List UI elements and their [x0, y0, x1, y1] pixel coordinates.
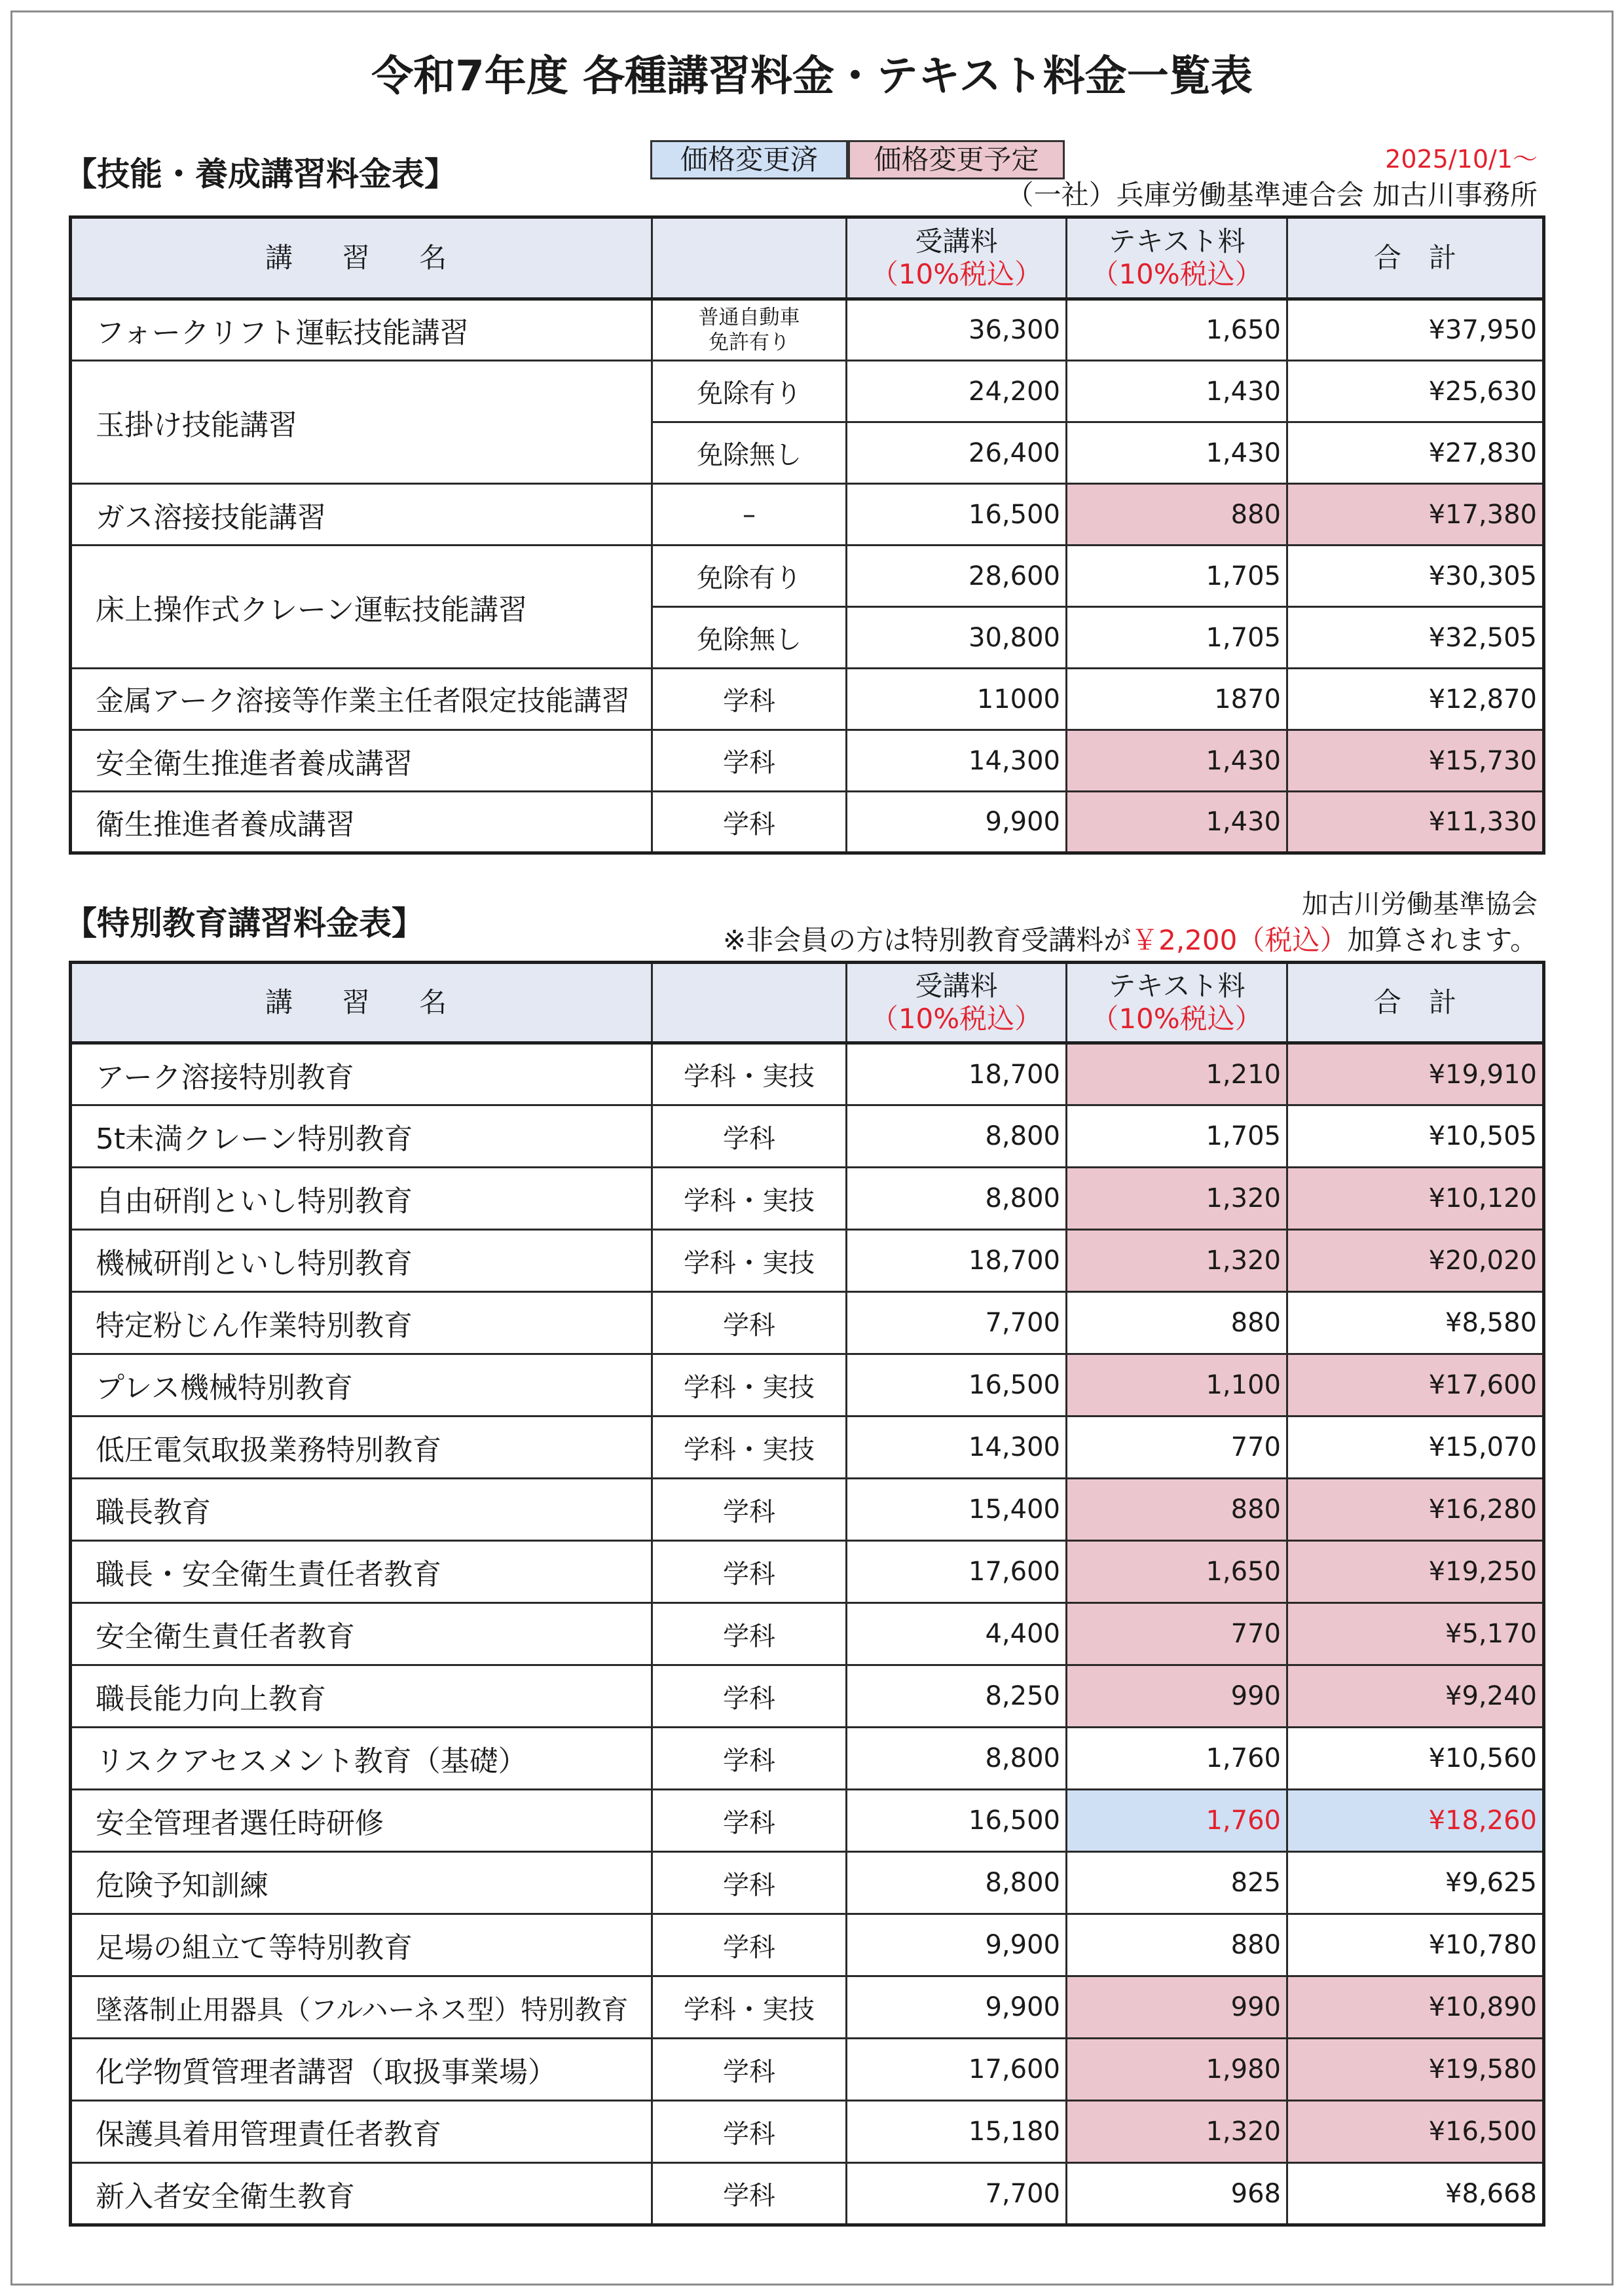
text-fee-cell: 770: [1067, 1416, 1287, 1479]
total-cell: ¥9,240: [1287, 1665, 1544, 1728]
header-category: [652, 217, 847, 299]
total-cell: ¥8,580: [1287, 1292, 1544, 1354]
total-cell: ¥9,625: [1287, 1852, 1544, 1914]
category-cell: 学科・実技: [652, 1043, 847, 1105]
total-cell: ¥19,580: [1287, 2039, 1544, 2101]
fee-cell: 36,300: [847, 299, 1067, 361]
category-cell: 普通自動車 免許有り: [652, 299, 847, 361]
header-course-name: [71, 963, 652, 1043]
total-cell: ¥12,870: [1287, 669, 1544, 730]
fee-cell: 9,900: [847, 1976, 1067, 2039]
fee-cell: 18,700: [847, 1230, 1067, 1292]
table-row: [71, 2101, 1544, 2163]
header-category: [652, 963, 847, 1043]
category-cell: 学科: [652, 1790, 847, 1852]
fee-cell: 15,400: [847, 1479, 1067, 1541]
total-cell: ¥10,505: [1287, 1105, 1544, 1168]
category-cell: 学科・実技: [652, 1416, 847, 1479]
header-total: 合 計: [1287, 963, 1544, 1043]
category-cell: 学科・実技: [652, 1354, 847, 1416]
fee-cell: 26,400: [847, 422, 1067, 484]
special-price-table: [69, 961, 1545, 2227]
category-cell: 学科: [652, 792, 847, 853]
fee-cell: 16,500: [847, 1354, 1067, 1416]
course-name-cell: 保護具着用管理責任者教育: [71, 2101, 652, 2163]
note-amount: ￥2,200（税込）: [1131, 924, 1348, 956]
non-member-note: [723, 923, 1538, 957]
total-cell: ¥16,280: [1287, 1479, 1544, 1541]
table-row: [71, 1852, 1544, 1914]
category-cell: 学科: [652, 2101, 847, 2163]
header-text-fee: [1067, 963, 1287, 1043]
fee-cell: 8,800: [847, 1168, 1067, 1230]
course-name-cell: 5t未満クレーン特別教育: [71, 1105, 652, 1168]
special-section-heading: 【特別教育講習料金表】: [64, 904, 424, 942]
total-cell: ¥18,260: [1287, 1790, 1544, 1852]
special-organization: 加古川労働基準協会: [1302, 889, 1538, 919]
total-cell: ¥27,830: [1287, 422, 1544, 484]
table-header-row: [71, 217, 1544, 299]
table-row: [71, 2163, 1544, 2225]
category-cell: 学科: [652, 2039, 847, 2101]
fee-cell: 14,300: [847, 730, 1067, 792]
text-fee-cell: 1,100: [1067, 1354, 1287, 1416]
text-fee-cell: 1,705: [1067, 1105, 1287, 1168]
course-name-cell: 機械研削といし特別教育: [71, 1230, 652, 1292]
fee-cell: 16,500: [847, 1790, 1067, 1852]
text-fee-cell: 1,980: [1067, 2039, 1287, 2101]
text-fee-cell: 1,320: [1067, 1230, 1287, 1292]
header-fee-label: 受講料: [915, 970, 998, 1002]
table-row: [71, 361, 1544, 422]
text-fee-cell: 1,430: [1067, 422, 1287, 484]
note-suffix: 加算されます。: [1347, 924, 1538, 956]
header-text-fee: [1067, 217, 1287, 299]
category-cell: 学科: [652, 1914, 847, 1976]
header-fee-note: （10%税込）: [870, 258, 1043, 290]
fee-cell: 4,400: [847, 1603, 1067, 1665]
text-fee-cell: 990: [1067, 1976, 1287, 2039]
fee-cell: 11000: [847, 669, 1067, 730]
course-name-cell: 墜落制止用器具（フルハーネス型）特別教育: [71, 1976, 652, 2039]
page-title: 令和7年度 各種講習料金・テキスト料金一覧表: [371, 52, 1253, 101]
fee-cell: 24,200: [847, 361, 1067, 422]
total-cell: ¥25,630: [1287, 361, 1544, 422]
category-cell: 学科: [652, 1292, 847, 1354]
header-course-name-label: 講 習 名: [265, 242, 458, 274]
skills-organization: （一社）兵庫労働基準連合会 加古川事務所: [1006, 179, 1538, 211]
table-row: [71, 2039, 1544, 2101]
table-row: [71, 1479, 1544, 1541]
text-fee-cell: 1,760: [1067, 1728, 1287, 1790]
fee-cell: 17,600: [847, 1541, 1067, 1603]
course-name-cell: 衛生推進者養成講習: [71, 792, 652, 853]
course-name-cell: 危険予知訓練: [71, 1852, 652, 1914]
legend-price-planned: 価格変更予定: [848, 140, 1065, 179]
table-row: [71, 730, 1544, 792]
text-fee-cell: 990: [1067, 1665, 1287, 1728]
category-cell: 学科: [652, 1603, 847, 1665]
fee-cell: 9,900: [847, 792, 1067, 853]
total-cell: ¥20,020: [1287, 1230, 1544, 1292]
category-cell: 学科・実技: [652, 1230, 847, 1292]
table-row: [71, 299, 1544, 361]
table-row: [71, 1105, 1544, 1168]
category-cell: 学科: [652, 1852, 847, 1914]
fee-cell: 16,500: [847, 484, 1067, 546]
category-cell: 学科: [652, 2163, 847, 2225]
table-row: [71, 792, 1544, 853]
text-fee-cell: 1,210: [1067, 1043, 1287, 1105]
fee-cell: 15,180: [847, 2101, 1067, 2163]
fee-cell: 7,700: [847, 1292, 1067, 1354]
table-row: [71, 1541, 1544, 1603]
text-fee-cell: 880: [1067, 1479, 1287, 1541]
header-fee-label: 受講料: [915, 225, 998, 257]
total-cell: ¥10,120: [1287, 1168, 1544, 1230]
category-cell: 免除無し: [652, 422, 847, 484]
course-name-cell: 自由研削といし特別教育: [71, 1168, 652, 1230]
total-cell: ¥17,600: [1287, 1354, 1544, 1416]
total-cell: ¥16,500: [1287, 2101, 1544, 2163]
category-cell: 学科・実技: [652, 1976, 847, 2039]
text-fee-cell: 1,705: [1067, 607, 1287, 669]
total-cell: ¥19,250: [1287, 1541, 1544, 1603]
course-name-cell: 安全管理者選任時研修: [71, 1790, 652, 1852]
header-fee-note: （10%税込）: [870, 1003, 1043, 1035]
course-name-cell: 安全衛生責任者教育: [71, 1603, 652, 1665]
course-name-cell: 新入者安全衛生教育: [71, 2163, 652, 2225]
category-cell: 学科: [652, 1541, 847, 1603]
total-cell: ¥17,380: [1287, 484, 1544, 546]
header-course-name: [71, 217, 652, 299]
total-cell: ¥32,505: [1287, 607, 1544, 669]
text-fee-cell: 1,430: [1067, 730, 1287, 792]
category-cell: 学科: [652, 1728, 847, 1790]
table-row: [71, 484, 1544, 546]
text-fee-cell: 1,650: [1067, 1541, 1287, 1603]
table-row: [71, 1976, 1544, 2039]
header-fee: [847, 217, 1067, 299]
total-cell: ¥10,890: [1287, 1976, 1544, 2039]
skills-table-body: [71, 299, 1544, 853]
effective-date: 2025/10/1～: [1385, 145, 1538, 174]
course-name-cell: ガス溶接技能講習: [71, 484, 652, 546]
table-row: [71, 1665, 1544, 1728]
category-cell: –: [652, 484, 847, 546]
text-fee-cell: 880: [1067, 1914, 1287, 1976]
text-fee-cell: 968: [1067, 2163, 1287, 2225]
text-fee-cell: 1,430: [1067, 361, 1287, 422]
fee-cell: 14,300: [847, 1416, 1067, 1479]
course-name-cell: アーク溶接特別教育: [71, 1043, 652, 1105]
category-cell: 学科: [652, 1665, 847, 1728]
table-row: [71, 1603, 1544, 1665]
fee-cell: 7,700: [847, 2163, 1067, 2225]
category-cell: 学科: [652, 1479, 847, 1541]
fee-cell: 28,600: [847, 546, 1067, 607]
category-cell: 学科: [652, 669, 847, 730]
legend-price-changed: 価格変更済: [650, 140, 848, 179]
course-name-cell: 職長教育: [71, 1479, 652, 1541]
text-fee-cell: 1,320: [1067, 2101, 1287, 2163]
header-fee: [847, 963, 1067, 1043]
table-row: [71, 1168, 1544, 1230]
table-row: [71, 1914, 1544, 1976]
table-row: [71, 1354, 1544, 1416]
header-course-name-label: 講 習 名: [265, 986, 458, 1018]
text-fee-cell: 880: [1067, 1292, 1287, 1354]
course-name-cell: 金属アーク溶接等作業主任者限定技能講習: [71, 669, 652, 730]
total-cell: ¥30,305: [1287, 546, 1544, 607]
total-cell: ¥10,780: [1287, 1914, 1544, 1976]
text-fee-cell: 1,430: [1067, 792, 1287, 853]
fee-cell: 9,900: [847, 1914, 1067, 1976]
course-name-cell: 低圧電気取扱業務特別教育: [71, 1416, 652, 1479]
table-row: [71, 1728, 1544, 1790]
course-name-cell: フォークリフト運転技能講習: [71, 299, 652, 361]
category-cell: 学科・実技: [652, 1168, 847, 1230]
category-cell: 免除有り: [652, 546, 847, 607]
total-cell: ¥5,170: [1287, 1603, 1544, 1665]
course-name-cell: 特定粉じん作業特別教育: [71, 1292, 652, 1354]
note-prefix: ※非会員の方は特別教育受講料が: [722, 924, 1132, 956]
header-total: 合 計: [1287, 217, 1544, 299]
text-fee-cell: 1,705: [1067, 546, 1287, 607]
fee-cell: 8,800: [847, 1852, 1067, 1914]
total-cell: ¥15,070: [1287, 1416, 1544, 1479]
table-row: [71, 1790, 1544, 1852]
text-fee-cell: 825: [1067, 1852, 1287, 1914]
total-cell: ¥10,560: [1287, 1728, 1544, 1790]
text-fee-cell: 770: [1067, 1603, 1287, 1665]
category-cell: 免除無し: [652, 607, 847, 669]
skills-price-table: [69, 215, 1545, 855]
table-row: [71, 546, 1544, 607]
table-row: [71, 1292, 1544, 1354]
text-fee-cell: 1,760: [1067, 1790, 1287, 1852]
header-text-fee-note: （10%税込）: [1091, 258, 1263, 290]
course-name-cell: プレス機械特別教育: [71, 1354, 652, 1416]
total-cell: ¥19,910: [1287, 1043, 1544, 1105]
special-table-body: [71, 1043, 1544, 2225]
course-name-cell: 化学物質管理者講習（取扱事業場）: [71, 2039, 652, 2101]
total-cell: ¥15,730: [1287, 730, 1544, 792]
text-fee-cell: 880: [1067, 484, 1287, 546]
skills-section-heading: 【技能・養成講習料金表】: [64, 155, 457, 193]
text-fee-cell: 1,320: [1067, 1168, 1287, 1230]
header-text-fee-note: （10%税込）: [1091, 1003, 1263, 1035]
course-name-cell: 玉掛け技能講習: [71, 361, 652, 484]
total-cell: ¥37,950: [1287, 299, 1544, 361]
course-name-cell: 足場の組立て等特別教育: [71, 1914, 652, 1976]
fee-cell: 8,250: [847, 1665, 1067, 1728]
course-name-cell: 床上操作式クレーン運転技能講習: [71, 546, 652, 669]
header-text-fee-label: テキスト料: [1108, 225, 1246, 257]
fee-cell: 18,700: [847, 1043, 1067, 1105]
course-name-cell: 職長・安全衛生責任者教育: [71, 1541, 652, 1603]
text-fee-cell: 1,650: [1067, 299, 1287, 361]
total-cell: ¥11,330: [1287, 792, 1544, 853]
total-cell: ¥8,668: [1287, 2163, 1544, 2225]
table-row: [71, 669, 1544, 730]
table-row: [71, 1416, 1544, 1479]
text-fee-cell: 1870: [1067, 669, 1287, 730]
header-text-fee-label: テキスト料: [1108, 970, 1246, 1002]
category-cell: 学科: [652, 1105, 847, 1168]
fee-cell: 17,600: [847, 2039, 1067, 2101]
fee-cell: 30,800: [847, 607, 1067, 669]
table-row: [71, 1230, 1544, 1292]
course-name-cell: リスクアセスメント教育（基礎）: [71, 1728, 652, 1790]
category-cell: 学科: [652, 730, 847, 792]
category-cell: 免除有り: [652, 361, 847, 422]
course-name-cell: 安全衛生推進者養成講習: [71, 730, 652, 792]
table-row: [71, 1043, 1544, 1105]
fee-cell: 8,800: [847, 1728, 1067, 1790]
course-name-cell: 職長能力向上教育: [71, 1665, 652, 1728]
table-header-row: [71, 963, 1544, 1043]
fee-cell: 8,800: [847, 1105, 1067, 1168]
